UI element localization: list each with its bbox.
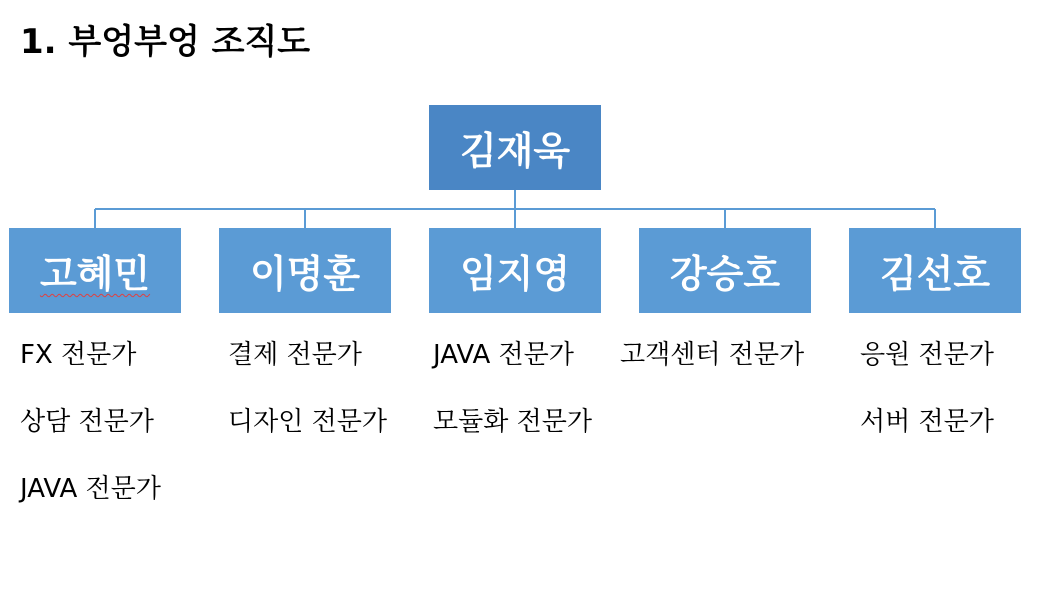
org-member-name-5: 김선호 xyxy=(879,252,991,296)
role-item: JAVA 전문가 xyxy=(20,474,161,504)
role-item: 응원 전문가 xyxy=(860,340,994,370)
org-member-node-4 xyxy=(639,228,811,313)
role-item: 상담 전문가 xyxy=(20,407,154,437)
role-item: 고객센터 전문가 xyxy=(620,340,805,370)
org-member-name-4: 강승호 xyxy=(669,252,781,296)
role-list-member-5 xyxy=(860,335,994,469)
role-item: 결제 전문가 xyxy=(228,340,362,370)
role-list-member-2 xyxy=(228,335,387,469)
role-list-member-1 xyxy=(20,335,161,536)
role-item: 모듈화 전문가 xyxy=(433,407,592,437)
org-member-node-1 xyxy=(9,228,181,313)
org-member-node-3 xyxy=(429,228,601,313)
role-item: JAVA 전문가 xyxy=(433,340,574,370)
org-member-name-3: 임지영 xyxy=(459,252,571,296)
org-member-node-5 xyxy=(849,228,1021,313)
page-title: 1. 부엉부엉 조직도 xyxy=(20,22,311,62)
role-list-member-4 xyxy=(620,335,804,402)
role-item: 디자인 전문가 xyxy=(228,407,387,437)
role-item: FX 전문가 xyxy=(20,340,137,370)
role-list-member-3 xyxy=(433,335,592,469)
org-root-name: 김재욱 xyxy=(459,129,571,173)
org-member-name-1: 고혜민 xyxy=(39,252,151,296)
org-member-name-2: 이명훈 xyxy=(249,252,361,296)
org-root-node xyxy=(429,105,601,190)
org-member-node-2 xyxy=(219,228,391,313)
role-item: 서버 전문가 xyxy=(860,407,994,437)
